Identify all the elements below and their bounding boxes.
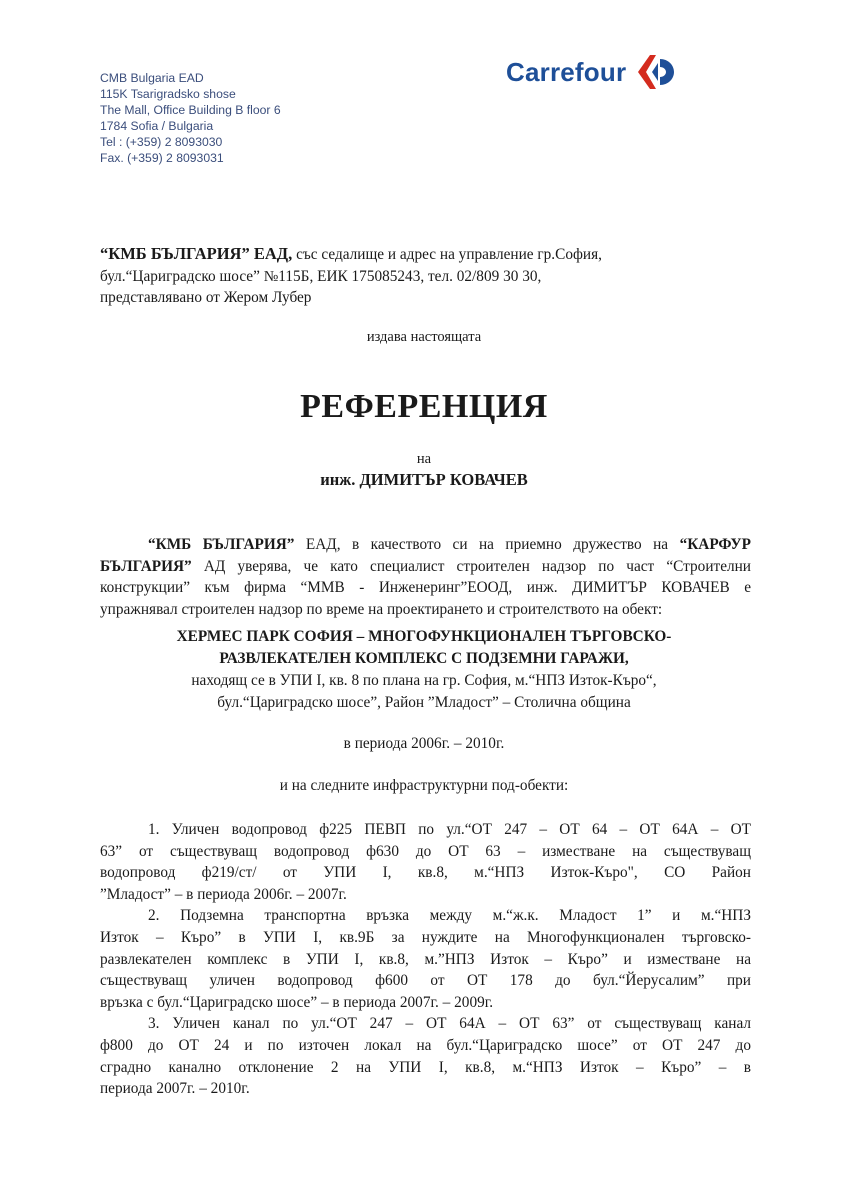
period-text: в периода 2006г. – 2010г. — [343, 735, 505, 752]
list-item-line: връзка с бул.“Цариградско шосе” – в периода 2007г. – 2009г. — [100, 993, 494, 1011]
list-item-line: 1. Уличен водопровод ф225 ПЕВП по ул.“ОТ 247 – ОТ 64 – ОТ 64А – ОТ — [148, 821, 751, 838]
object-location-line1: находящ се в УПИ I, кв. 8 по плана на гр. София, м.“НПЗ Изток-Къро“, — [191, 672, 657, 689]
sender-fax: Fax. (+359) 2 8093031 — [100, 150, 224, 165]
body-line2: АД уверява, че като специалист строителен надзор по част “Строителни — [191, 557, 751, 575]
list-item-line: 63” от съществуващ водопровод ф630 до ОТ 63 – изместване на съществуващ — [100, 842, 751, 860]
list-item — [100, 1013, 751, 1099]
subobjects-list — [100, 819, 751, 1100]
list-item-line: 2. Подземна транспортна връзка между м.“ж.к. Младост 1” и м.“НПЗ — [148, 907, 751, 925]
intro-paragraph — [100, 243, 602, 309]
list-item-line: съществуващ уличен водопровод ф600 от ОТ 178 до бул.“Йерусалим” при — [100, 972, 751, 990]
intro-line2: бул.“Цариградско шосе” №115Б, ЕИК 175085243, тел. 02/809 30 30, — [100, 267, 542, 285]
body-company: “КМБ БЪЛГАРИЯ” — [148, 536, 295, 553]
sender-street: 115K Tsarigradsko shose — [100, 86, 236, 101]
list-item-line: Изток – Къро” в УПИ I, кв.9Б за нуждите на Многофункционален търговско- — [100, 928, 751, 946]
sender-company: CMB Bulgaria EAD — [100, 71, 204, 85]
list-item-line: 3. Уличен канал по ул.“ОТ 247 – ОТ 64А – ОТ 63” от съществуващ канал — [148, 1015, 751, 1033]
subobjects-intro: и на следните инфраструктурни под-обекти: — [279, 777, 569, 794]
object-title-line1: ХЕРМЕС ПАРК СОФИЯ – МНОГОФУНКЦИОНАЛЕН ТЪРГОВСКО- — [176, 628, 672, 645]
list-item — [100, 905, 751, 1013]
body-paragraph — [100, 534, 751, 620]
sender-phone: Tel : (+359) 2 8093030 — [100, 134, 223, 149]
list-item-line: ф800 до ОТ 24 и по източен локал на бул.“Цариградско шосе” от ОТ 247 до — [100, 1036, 751, 1054]
body-line1: ЕАД, в качеството си на приемно дружество на — [294, 536, 680, 553]
body-line3: конструкции” към фирма “ММВ - Инженеринг”ЕООД, инж. ДИМИТЪР КОВАЧЕВ е — [100, 579, 751, 596]
intro-company: “КМБ БЪЛГАРИЯ” ЕАД, — [100, 244, 293, 263]
logo-wordmark: Carrefour — [506, 56, 627, 87]
carrefour-c-mark-icon — [636, 53, 676, 91]
intro-line3: представлявано от Жером Лубер — [100, 289, 312, 306]
body-client-cont: БЪЛГАРИЯ” — [100, 557, 192, 575]
list-item-line: развлекателен комплекс в УПИ I, кв.8, м.”НПЗ Изток – Къро” и изместване на — [100, 950, 751, 968]
carrefour-logo — [506, 52, 676, 92]
body-line4: упражнявал строителен надзор по време на проектирането и строителството на обект: — [100, 600, 663, 618]
list-item-line: периода 2007г. – 2010г. — [100, 1080, 250, 1098]
list-item-line: ”Младост” – в периода 2006г. – 2007г. — [100, 885, 347, 903]
intro-line1: със седалище и адрес на управление гр.София, — [292, 246, 602, 263]
body-client: “КАРФУР — [679, 536, 751, 553]
sender-address — [100, 71, 281, 166]
object-title-line2: РАЗВЛЕКАТЕЛЕН КОМПЛЕКС С ПОДЗЕМНИ ГАРАЖИ, — [219, 650, 629, 667]
object-location — [0, 670, 848, 714]
object-location-line2: бул.“Цариградско шосе”, Район ”Младост” – Столична община — [217, 694, 631, 711]
list-item — [100, 819, 751, 905]
issues-text: издава настоящата — [366, 329, 482, 345]
sender-city: 1784 Sofia / Bulgaria — [100, 118, 214, 133]
object-title — [0, 626, 848, 670]
person-name: инж. ДИМИТЪР КОВАЧЕВ — [320, 470, 528, 489]
document-title: РЕФЕРЕНЦИЯ — [300, 388, 548, 425]
sender-building: The Mall, Office Building B floor 6 — [100, 102, 281, 117]
for-text: на — [416, 451, 432, 467]
list-item-line: сградно канално отклонение 2 на УПИ I, кв.8, м.“НПЗ Изток – Къро” – в — [100, 1058, 751, 1076]
list-item-line: водопровод ф219/ст/ от УПИ I, кв.8, м.“НПЗ Изток-Къро", СО Район — [100, 864, 751, 882]
